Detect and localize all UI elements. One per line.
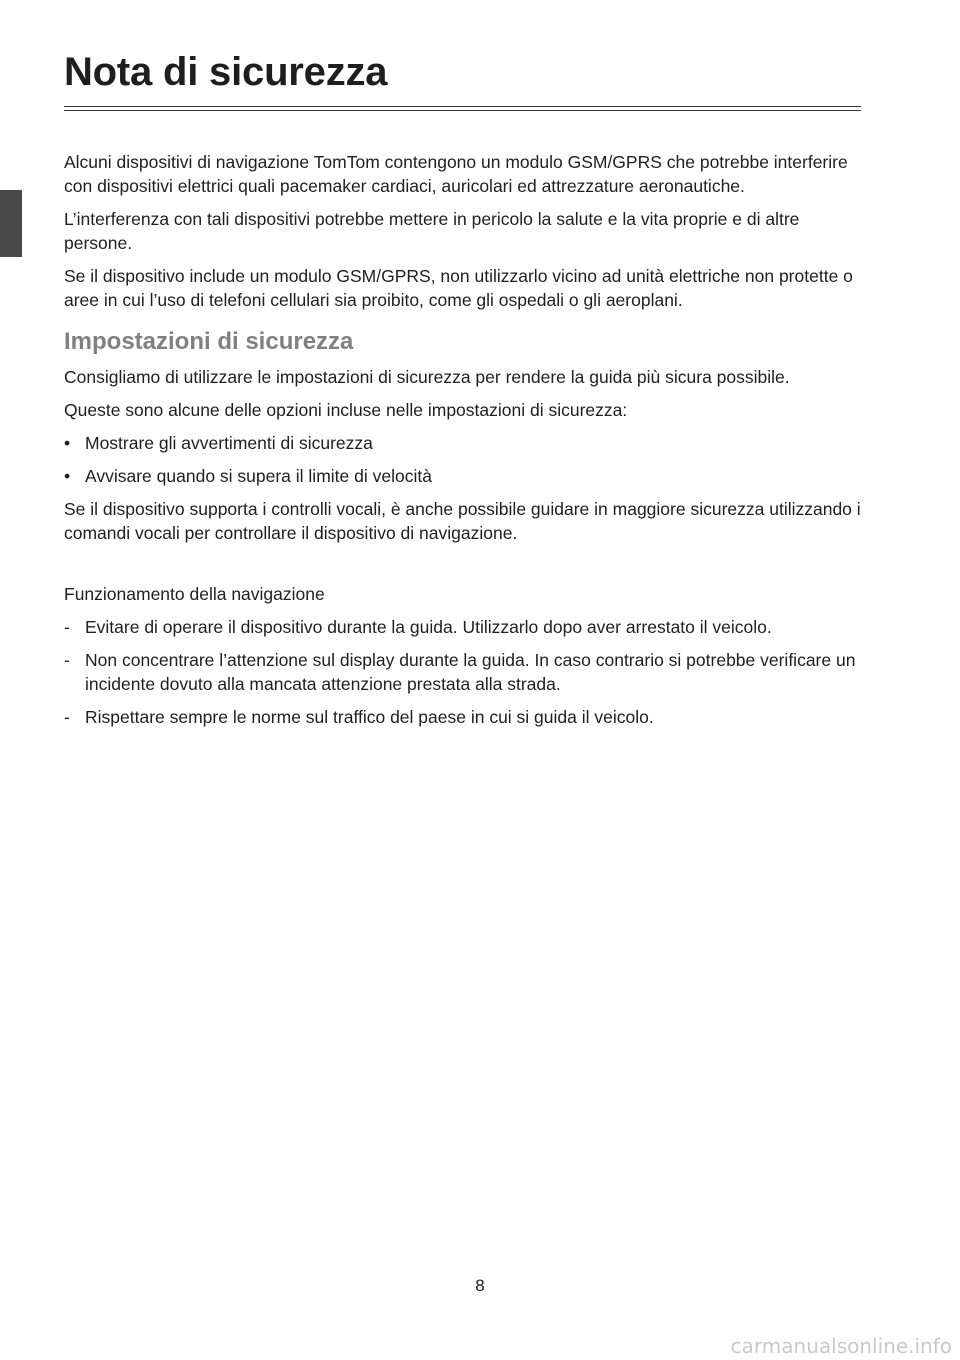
list-item-text: Evitare di operare il dispositivo durante la guida. Utilizzarlo dopo aver arrestato il veicolo. bbox=[85, 617, 772, 637]
page-title: Nota di sicurezza bbox=[64, 50, 388, 94]
list-item-text: Mostrare gli avvertimenti di sicurezza bbox=[85, 433, 373, 453]
list-item bbox=[64, 615, 864, 639]
watermark: carmanualsonline.info bbox=[730, 1334, 952, 1358]
list-item bbox=[64, 648, 864, 696]
dash-mark: - bbox=[64, 707, 70, 727]
list-item bbox=[64, 705, 864, 729]
safety-paragraph: Queste sono alcune delle opzioni incluse nelle impostazioni di sicurezza: bbox=[64, 400, 628, 420]
safety-bullet-list bbox=[64, 431, 864, 488]
list-item bbox=[64, 464, 864, 488]
safety-paragraph: Se il dispositivo supporta i controlli vocali, è anche possibile guidare in maggiore sicurezza utilizzando i comandi vocali per controllare il dispositivo di navigazione. bbox=[64, 499, 861, 543]
list-item-text: Rispettare sempre le norme sul traffico del paese in cui si guida il veicolo. bbox=[85, 707, 654, 727]
intro-paragraph: Se il dispositivo include un modulo GSM/GPRS, non utilizzarlo vicino ad unità elettriche non protette o aree in cui l’uso di telefoni cellulari sia proibito, come gli ospedali o gli aeroplani. bbox=[64, 266, 853, 310]
section-heading-safety-settings: Impostazioni di sicurezza bbox=[64, 328, 354, 355]
dash-mark: - bbox=[64, 617, 70, 637]
list-item-text: Avvisare quando si supera il limite di velocità bbox=[85, 466, 432, 486]
list-item bbox=[64, 431, 864, 455]
intro-paragraph: L’interferenza con tali dispositivi potrebbe mettere in pericolo la salute e la vita proprie e di altre persone. bbox=[64, 209, 800, 253]
dash-mark: - bbox=[64, 650, 70, 670]
navigation-heading: Funzionamento della navigazione bbox=[64, 584, 325, 604]
safety-paragraph: Consigliamo di utilizzare le impostazioni di sicurezza per rendere la guida più sicura possibile. bbox=[64, 367, 790, 387]
list-item-text: Non concentrare l’attenzione sul display durante la guida. In caso contrario si potrebbe verificare un incidente dovuto alla mancata attenzione prestata alla strada. bbox=[85, 650, 856, 694]
navigation-dash-list bbox=[64, 615, 864, 729]
bullet-mark: • bbox=[64, 433, 71, 453]
page-content bbox=[64, 150, 864, 738]
title-rule bbox=[64, 106, 861, 111]
intro-paragraph: Alcuni dispositivi di navigazione TomTom contengono un modulo GSM/GPRS che potrebbe interferire con dispositivi elettrici quali pacemaker cardiaci, auricolari ed attrezzature aeronautiche. bbox=[64, 152, 848, 196]
section-tab-marker bbox=[0, 190, 22, 257]
page-number: 8 bbox=[475, 1276, 485, 1295]
bullet-mark: • bbox=[64, 466, 71, 486]
